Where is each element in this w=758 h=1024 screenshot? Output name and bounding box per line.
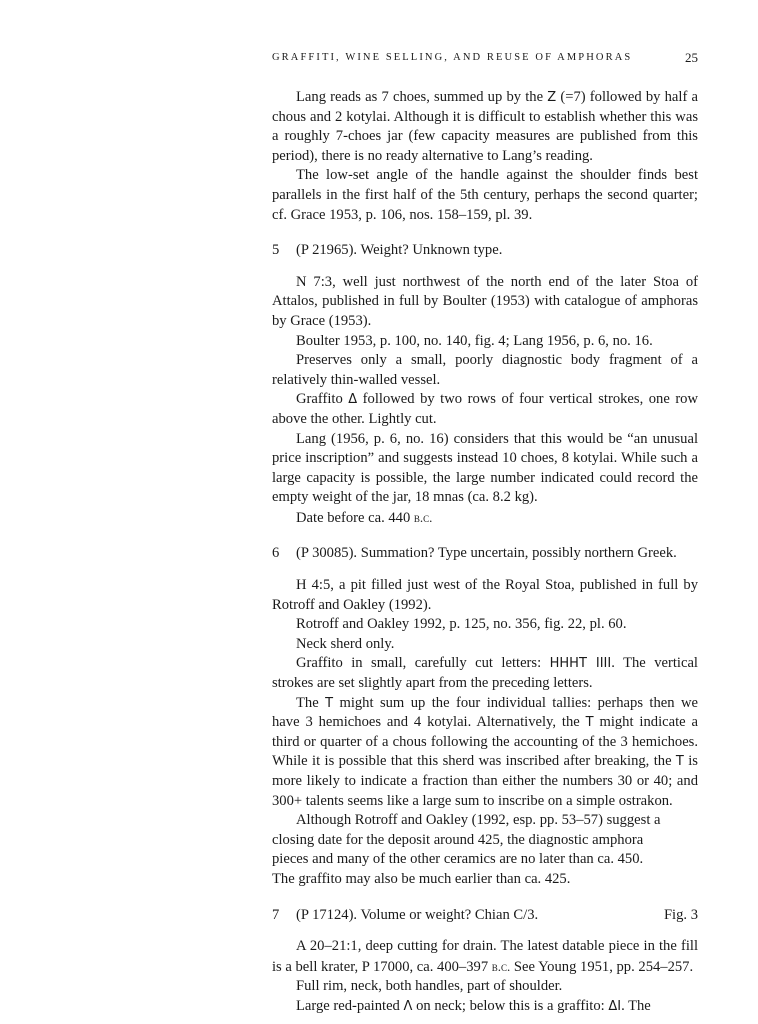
entry-title: (P 17124). Volume or weight? Chian C/3.	[296, 906, 539, 923]
entry-7-graffito: Large red-painted Λ on neck; below this is a graffito: ΔI. The	[296, 997, 651, 1014]
entry-number: 6	[272, 545, 280, 562]
entry-5-graffito: Graffito Δ followed by two rows of four vertical strokes, one row above the other. Lightly cut.	[272, 391, 699, 427]
graffito-glyph: Z	[547, 90, 557, 105]
entry-5-bibliography: Boulter 1953, p. 100, no. 140, fig. 4; Lang 1956, p. 6, no. 16.	[296, 332, 653, 349]
entry-6-discussion: The T might sum up the four individual tallies: perhaps then we have 3 hemichoes and 4 kotylai. Alternatively, the T might indicate a third or quarter of a chous following the accounting of the 3 hemichoes. While it is possible that this sherd was inscribed after breaking, the T is more likely to indicate a fraction than either the numbers 30 or 40; and 300+ talents seems like a large sum to inscribe on a simple ostrakon.	[272, 694, 698, 809]
entry-5-description: Preserves only a small, poorly diagnostic body fragment of a relatively thin-walled vessel.	[272, 352, 698, 388]
running-title: GRAFFITI, WINE SELLING, AND REUSE OF AMPHORAS	[272, 52, 633, 63]
body-text	[272, 88, 698, 1017]
entry-number: 5	[272, 242, 280, 259]
entry-5-date: Date before ca. 440 b.c.	[296, 509, 433, 526]
entry-6-dating: Although Rotroff and Oakley (1992, esp. pp. 53–57) suggest a closing date for the deposit around 425, the diagnostic amphora pieces and many of the other ceramics are no later than ca. 450. The graffito may also be much earlier than ca. 425.	[272, 812, 661, 887]
figure-reference: Fig. 3	[663, 906, 698, 923]
catalogue-entry-7-heading	[272, 906, 698, 926]
entry-title: (P 30085). Summation? Type uncertain, possibly northern Greek.	[296, 545, 677, 562]
entry-6-description: Neck sherd only.	[296, 635, 395, 652]
intro-paragraph-1: Lang reads as 7 choes, summed up by the Z (=7) followed by half a chous and 2 kotylai. Although it is difficult to establish whether this was a roughly 7-choes jar (few capacity measures are published from this period), there is no ready alternative to Lang’s reading.	[272, 89, 698, 164]
page-number: 25	[685, 50, 698, 65]
catalogue-entry-6-heading	[272, 544, 698, 564]
entry-5-discussion: Lang (1956, p. 6, no. 16) considers that this would be “an unusual price inscription” and suggests instead 10 choes, 8 kotylai. While such a large capacity is possible, the large number indicated could record the empty weight of the jar, 18 mnas (ca. 8.2 kg).	[272, 430, 698, 506]
graffito-glyph: Δ	[348, 392, 358, 408]
entry-6-deposit: H 4:5, a pit filled just west of the Royal Stoa, published in full by Rotroff and Oakley (1992).	[272, 577, 698, 613]
entry-title: (P 21965). Weight? Unknown type.	[296, 242, 503, 259]
entry-number: 7	[272, 906, 280, 923]
running-header	[272, 52, 698, 68]
entry-6-graffito: Graffito in small, carefully cut letters: HHHT IIII. The vertical strokes are set slightly apart from the preceding letters.	[272, 655, 698, 692]
entry-6-bibliography: Rotroff and Oakley 1992, p. 125, no. 356, fig. 22, pl. 60.	[296, 616, 627, 633]
graffito-glyph: ΔI	[608, 998, 622, 1014]
catalogue-entry-5-heading	[272, 241, 698, 261]
entry-7-description: Full rim, neck, both handles, part of shoulder.	[296, 978, 563, 995]
graffito-glyph: Λ	[403, 998, 413, 1014]
graffito-glyph: HHHT IIII	[549, 656, 612, 672]
entry-7-deposit: A 20–21:1, deep cutting for drain. The latest datable piece in the fill is a bell krater, P 17000, ca. 400–397 b.c. See Young 1951, pp. 254–257.	[272, 938, 698, 975]
entry-5-deposit: N 7:3, well just northwest of the north end of the later Stoa of Attalos, published in full by Boulter (1953) with catalogue of amphoras by Grace (1953).	[272, 273, 698, 329]
intro-paragraph-2: The low-set angle of the handle against the shoulder finds best parallels in the first half of the 5th century, perhaps the second quarter; cf. Grace 1953, p. 106, nos. 158–159, pl. 39.	[272, 167, 698, 223]
